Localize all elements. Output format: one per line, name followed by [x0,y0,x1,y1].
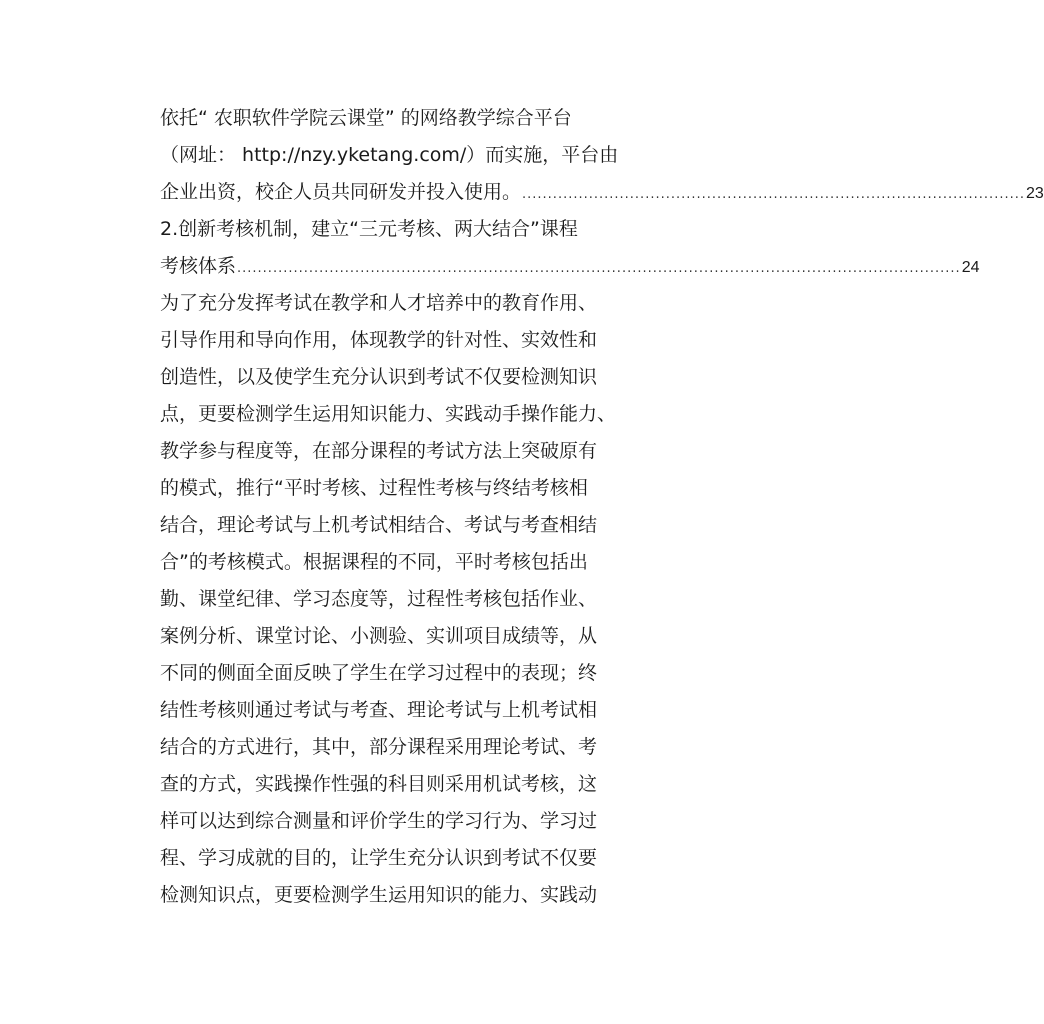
toc-entry-2-page-number: 24 [961,259,980,276]
body-line: 勤、课堂纪律、学习态度等，过程性考核包括作业、 [160,588,598,610]
body-line: 引导作用和导向作用，体现教学的针对性、实效性和 [160,329,598,351]
toc-entry-1-page-number: 23 [1025,185,1044,202]
toc-entry-1-line-3 [160,174,1044,211]
body-line: 程、学习成就的目的，让学生充分认识到考试不仅要 [160,847,598,869]
toc-entry-2-text-end: 考核体系 [160,255,237,277]
body-line: 教学参与程度等，在部分课程的考试方法上突破原有 [160,440,598,462]
body-line: 的模式，推行“平时考核、过程性考核与终结考核相 [160,477,588,499]
body-line: 结性考核则通过考试与考查、理论考试与上机考试相 [160,699,598,721]
body-line: 查的方式，实践操作性强的科目则采用机试考核，这 [160,773,598,795]
toc-entry-2-line-2 [160,248,980,285]
toc-entry-2-line-1: 2.创新考核机制，建立“三元考核、两大结合”课程 [160,218,578,240]
body-line: 案例分析、课堂讨论、小测验、实训项目成绩等，从 [160,625,598,647]
body-line: 结合的方式进行，其中，部分课程采用理论考试、考 [160,736,598,758]
body-line: 合”的考核模式。根据课程的不同，平时考核包括出 [160,551,588,573]
body-line: 点，更要检测学生运用知识能力、实践动手操作能力、 [160,403,617,425]
toc-leader-dots: .................................................................................................. [522,187,1025,202]
toc-entry-1-line-2: （网址： http://nzy.yketang.com/）而实施，平台由 [160,144,619,166]
body-line: 检测知识点，更要检测学生运用知识的能力、实践动 [160,884,598,906]
body-line: 样可以达到综合测量和评价学生的学习行为、学习过 [160,810,598,832]
body-line: 结合，理论考试与上机考试相结合、考试与考查相结 [160,514,598,536]
toc-leader-dots: ............................................................................................................................................. [237,261,961,276]
body-line: 不同的侧面全面反映了学生在学习过程中的表现；终 [160,662,598,684]
body-line: 创造性，以及使学生充分认识到考试不仅要检测知识 [160,366,598,388]
toc-entry-1-text-end: 企业出资，校企人员共同研发并投入使用。 [160,181,522,203]
toc-entry-1-line-1: 依托“ 农职软件学院云课堂” 的网络教学综合平台 [160,107,572,129]
body-line: 为了充分发挥考试在教学和人才培养中的教育作用、 [160,292,598,314]
